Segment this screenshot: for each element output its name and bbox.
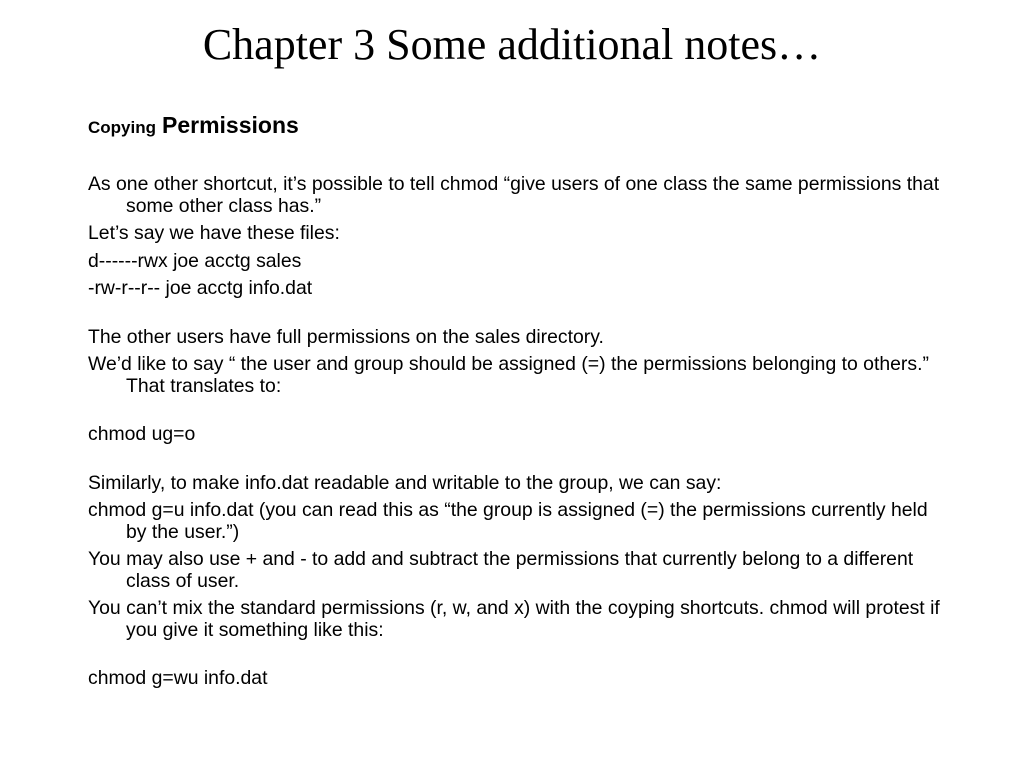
paragraph-plus-minus: You may also use + and - to add and subtract the permissions that currently belong to a different class of user. (88, 548, 914, 592)
command-g-u: chmod g=u info.dat (you can read this as “the group is assigned (=) the permissions currently held by the user.”) (88, 499, 928, 543)
slide-title: Chapter 3 Some additional notes… (202, 20, 822, 69)
paragraph-shortcut-intro: As one other shortcut, it’s possible to tell chmod “give users of one class the same permissions that some other class has.” (88, 173, 940, 217)
listing-sales: d------rwx joe acctg sales (88, 249, 302, 272)
paragraph-assign-others: We’d like to say “ the user and group should be assigned (=) the permissions belonging to others.” That translates to: (88, 353, 929, 397)
slide-body (88, 174, 948, 690)
heading-permissions: Permissions (162, 112, 299, 138)
paragraph-files-intro: Let’s say we have these files: (88, 222, 340, 244)
section-heading (88, 112, 299, 139)
paragraph-other-users: The other users have full permissions on the sales directory. (88, 325, 604, 348)
paragraph-cannot-mix: You can’t mix the standard permissions (r, w, and x) with the coyping shortcuts. chmod will protest if you give it something like this: (88, 597, 940, 641)
heading-copying: Copying (88, 118, 156, 137)
command-ug-o: chmod ug=o (88, 423, 196, 445)
listing-info-dat: -rw-r--r-- joe acctg info.dat (88, 277, 313, 299)
paragraph-similarly: Similarly, to make info.dat readable and writable to the group, we can say: (88, 471, 722, 494)
command-g-wu: chmod g=wu info.dat (88, 667, 268, 689)
